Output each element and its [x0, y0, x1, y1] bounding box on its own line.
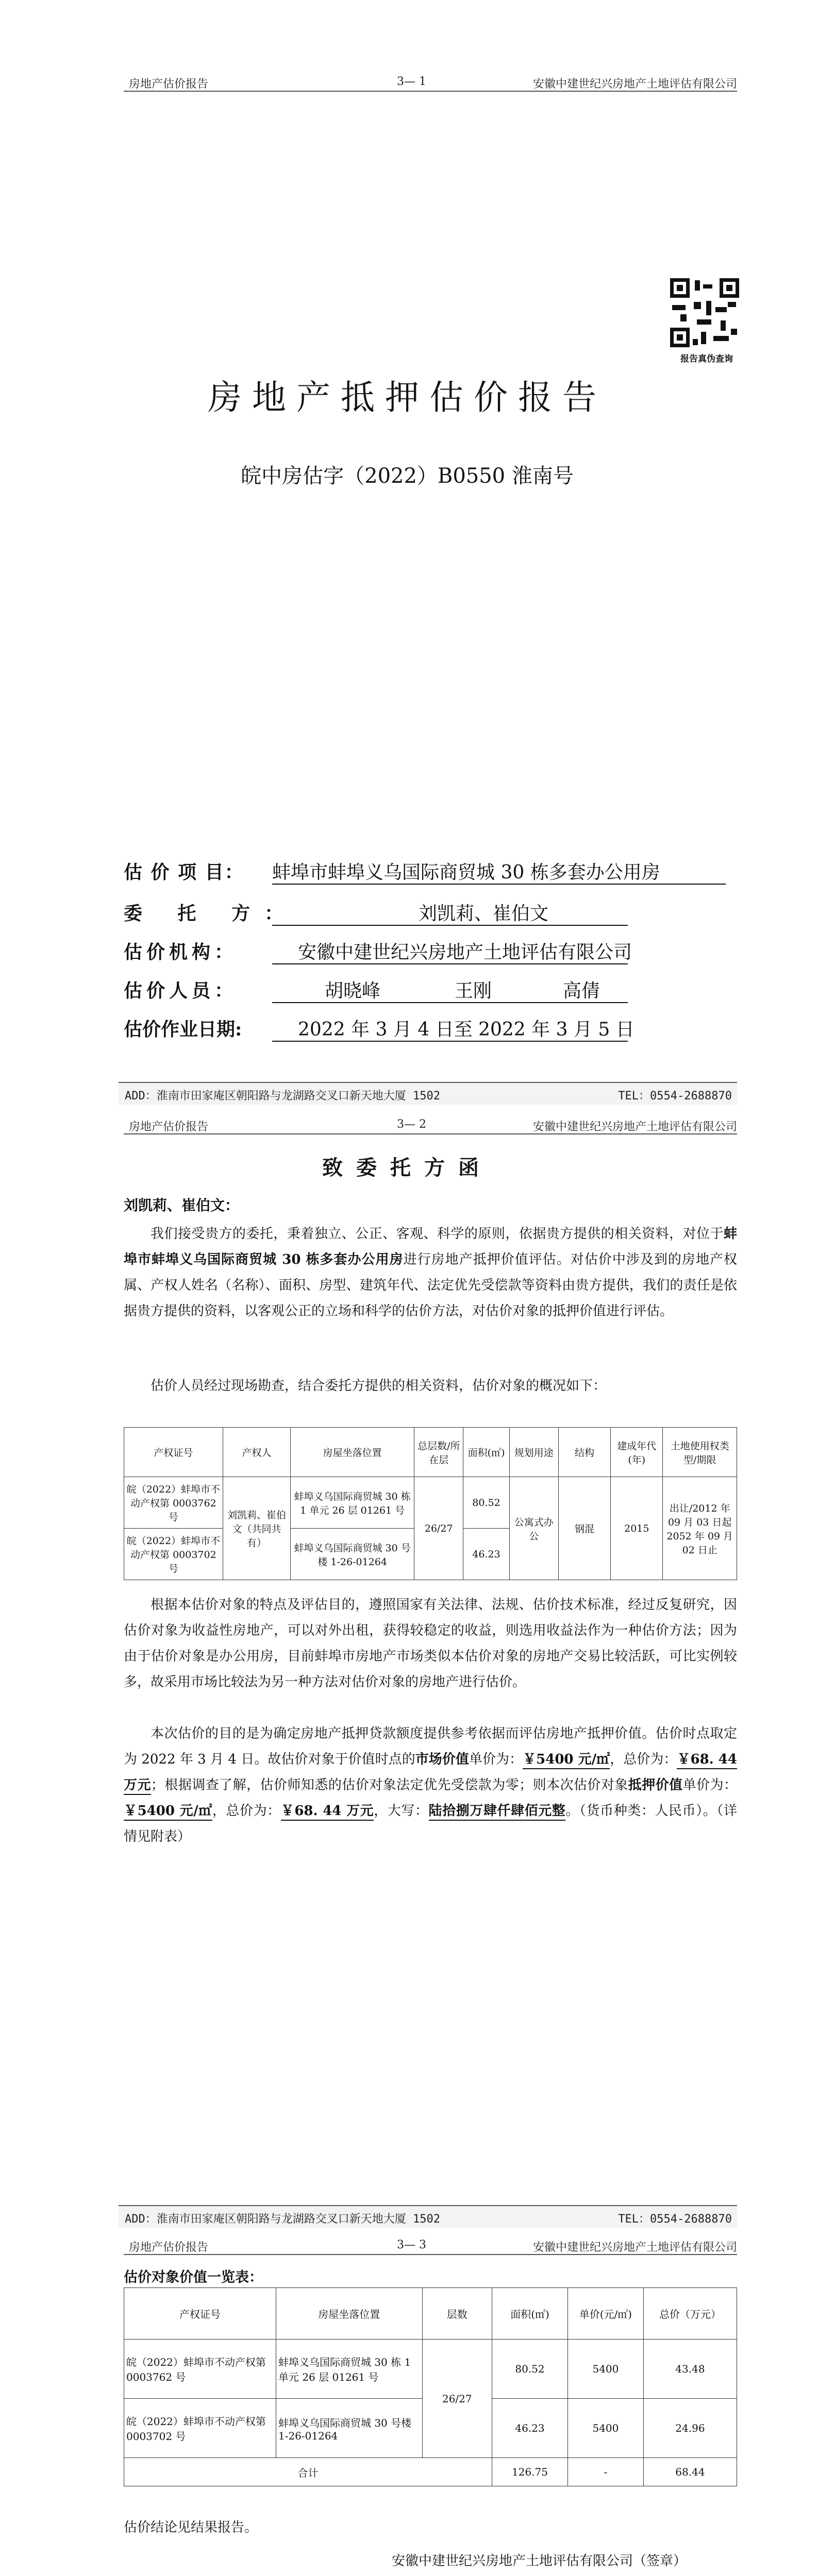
report-number: 皖中房估字（2022）B0550 淮南号	[241, 464, 574, 488]
letter-paragraph-2: 估价人员经过现场勘查，结合委托方提供的相关资料，估价对象的概况如下：	[151, 1378, 607, 1394]
info-agency-value: 安徽中建世纪兴房地产土地评估有限公司	[298, 942, 632, 963]
letter-paragraph-4: 本次估价的目的是为确定房地产抵押贷款额度提供参考依据而评估房地产抵押价值。估价时点取定为 2022 年 3 月 4 日。故估价对象于价值时点的市场价值单价为：￥5400 元/㎡，总价为：￥68. 44 万元；根据调查了解，估价师知悉的估价对象法定优先受偿款为零；则本次估价对象抵押价值单价为：￥5400 元/㎡，总价为：￥68. 44 万元，大写：陆拾捌万肆仟肆佰元整。（货币种类：人民币）。（详情见附表）	[124, 1726, 737, 1844]
header-left: 房地产估价报告	[129, 2241, 209, 2254]
col-header: 面积(㎡)	[463, 1428, 509, 1477]
footer-tel: TEL：0554-2688870	[618, 2213, 732, 2226]
table-cell: 钢混	[558, 1477, 610, 1580]
info-client-value: 刘凯莉、崔伯文	[419, 903, 549, 924]
table-cell: 出让/2012 年 09 月 03 日起 2052 年 09 月 02 日止	[663, 1477, 737, 1580]
table-cell: 皖（2022）蚌埠市不动产权第 0003762 号	[124, 2340, 276, 2399]
summary-table	[124, 2287, 737, 2486]
table-cell: -	[567, 2458, 643, 2486]
cover-title: 房地产抵押估价报告	[208, 378, 607, 417]
page-footer	[119, 1082, 737, 1105]
header-firm: 安徽中建世纪兴房地产土地评估有限公司	[532, 78, 737, 91]
table-cell: 80.52	[463, 1477, 509, 1529]
overview-table	[124, 1427, 737, 1580]
header-firm: 安徽中建世纪兴房地产土地评估有限公司	[532, 1121, 737, 1133]
header-rule	[124, 91, 737, 92]
info-agency-label: 估价机构：	[124, 941, 238, 963]
col-header: 产权证号	[124, 2288, 276, 2340]
col-header: 面积(㎡)	[492, 2288, 568, 2340]
col-header: 房屋坐落位置	[291, 1428, 414, 1477]
table-cell: 46.23	[492, 2399, 568, 2458]
info-appraisers	[124, 976, 737, 1007]
col-header: 房屋坐落位置	[276, 2288, 422, 2340]
col-header: 产权人	[223, 1428, 290, 1477]
table-cell: 皖（2022）蚌埠市不动产权第 0003702 号	[124, 2399, 276, 2458]
col-header: 单价(元/㎡)	[567, 2288, 643, 2340]
info-date	[124, 1015, 737, 1046]
info-date-label: 估价作业日期:	[124, 1019, 242, 1040]
info-client	[124, 899, 737, 930]
table-cell: 蚌埠义乌国际商贸城 30 栋 1 单元 26 层 01261 号	[276, 2340, 422, 2399]
letter-paragraph-3: 根据本估价对象的特点及评估目的，遵照国家有关法律、法规、估价技术标准，经过反复研究，因估价对象为收益性房地产，可以对外出租，获得较稳定的收益，则选用收益法作为一种估价方法；因为由于估价对象是办公用房，目前蚌埠市房地产市场类似本估价对象的房地产交易比较活跃，可比实例较多，故采用市场比较法为另一种方法对估价对象的房地产进行估价。	[124, 1597, 737, 1690]
appraiser-1: 胡晓峰	[325, 980, 381, 1002]
letter-title: 致委托方函	[322, 1156, 492, 1180]
table-cell: 合计	[124, 2458, 492, 2486]
table-row	[124, 1477, 737, 1529]
info-project-value: 蚌埠市蚌埠义乌国际商贸城 30 栋多套办公用房	[272, 862, 660, 883]
table-cell: 68.44	[643, 2458, 737, 2486]
header-page: 3— 1	[397, 75, 426, 88]
table-cell: 刘凯莉、崔伯文（共同共有）	[223, 1477, 290, 1580]
col-header: 土地使用权类型/期限	[663, 1428, 737, 1477]
summary-heading: 估价对象价值一览表：	[124, 2269, 263, 2285]
conclusion-note: 估价结论见结果报告。	[124, 2520, 258, 2535]
footer-address: ADD：淮南市田家庵区朝阳路与龙湖路交叉口新天地大厦 1502	[125, 2213, 440, 2226]
appraiser-3: 高倩	[563, 980, 600, 1002]
table-cell: 26/27	[422, 2340, 492, 2458]
header-rule	[124, 2254, 737, 2255]
table-cell: 5400	[567, 2340, 643, 2399]
table-cell: 126.75	[492, 2458, 568, 2486]
page-footer	[119, 2205, 737, 2228]
table-cell: 皖（2022）蚌埠市不动产权第 0003702 号	[124, 1529, 223, 1580]
table-cell: 皖（2022）蚌埠市不动产权第 0003762 号	[124, 1477, 223, 1529]
col-header: 建成年代(年)	[611, 1428, 663, 1477]
qr-caption: 报告真伪查询	[680, 354, 733, 364]
info-client-label: 委 托 方：	[124, 903, 298, 924]
info-date-value: 2022 年 3 月 4 日至 2022 年 3 月 5 日	[298, 1019, 635, 1040]
letter-salutation: 刘凯莉、崔伯文：	[124, 1197, 240, 1214]
header-left: 房地产估价报告	[129, 1121, 209, 1133]
header-left: 房地产估价报告	[129, 78, 209, 91]
letter-paragraph-1: 我们接受贵方的委托，秉着独立、公正、客观、科学的原则，依据贵方提供的相关资料，对位于蚌埠市蚌埠义乌国际商贸城 30 栋多套办公用房进行房地产抵押价值评估。对估价中涉及到的房地产权属、产权人姓名（名称）、面积、房型、建筑年代、法定优先受偿款等资料由贵方提供，我们的责任是依据贵方提供的资料，以客观公正的立场和科学的估价方法，对估价对象的抵押价值进行评估。	[124, 1226, 737, 1319]
table-row-total	[124, 2458, 737, 2486]
col-header: 层数	[422, 2288, 492, 2340]
table-cell: 24.96	[643, 2399, 737, 2458]
table-cell: 蚌埠义乌国际商贸城 30 号楼 1-26-01264	[291, 1529, 414, 1580]
qr-code[interactable]	[670, 278, 739, 347]
col-header: 产权证号	[124, 1428, 223, 1477]
info-project-label: 估 价 项 目：	[124, 861, 244, 883]
table-cell: 公寓式办公	[509, 1477, 558, 1580]
col-header: 总层数/所在层	[414, 1428, 463, 1477]
footer-address: ADD：淮南市田家庵区朝阳路与龙湖路交叉口新天地大厦 1502	[125, 1090, 440, 1103]
table-row	[124, 2340, 737, 2399]
col-header: 规划用途	[509, 1428, 558, 1477]
table-cell: 2015	[611, 1477, 663, 1580]
info-agency	[124, 938, 737, 969]
appraiser-2: 王刚	[455, 980, 492, 1002]
table-cell: 43.48	[643, 2340, 737, 2399]
table-cell: 5400	[567, 2399, 643, 2458]
header-firm: 安徽中建世纪兴房地产土地评估有限公司	[532, 2241, 737, 2254]
table-cell: 46.23	[463, 1529, 509, 1580]
footer-tel: TEL：0554-2688870	[618, 1090, 732, 1103]
info-project	[124, 858, 737, 889]
col-header: 总价（万元）	[643, 2288, 737, 2340]
table-cell: 26/27	[414, 1477, 463, 1580]
table-cell: 蚌埠义乌国际商贸城 30 号楼 1-26-01264	[276, 2399, 422, 2458]
header-page: 3— 3	[397, 2239, 426, 2251]
info-appraisers-label: 估价人员：	[124, 980, 238, 1002]
table-cell: 蚌埠义乌国际商贸城 30 栋 1 单元 26 层 01261 号	[291, 1477, 414, 1529]
sign-firm: 安徽中建世纪兴房地产土地评估有限公司（签章）	[392, 2553, 687, 2569]
col-header: 结构	[558, 1428, 610, 1477]
table-cell: 80.52	[492, 2340, 568, 2399]
header-rule	[124, 1133, 737, 1134]
header-page: 3— 2	[397, 1118, 426, 1131]
